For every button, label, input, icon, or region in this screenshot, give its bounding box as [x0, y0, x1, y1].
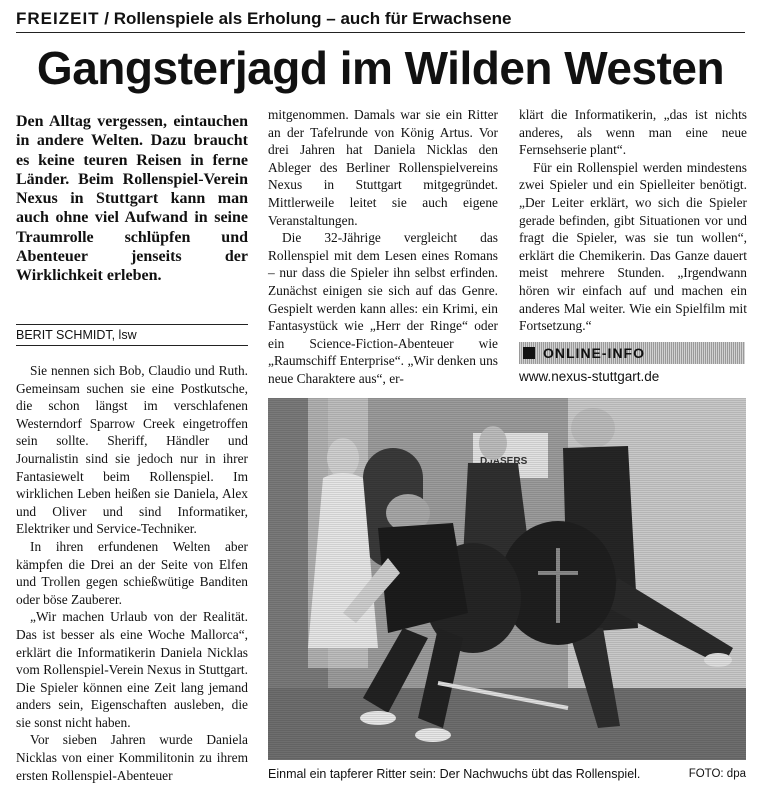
photo-illustration: [268, 398, 746, 760]
paragraph: klärt die Informatikerin, „das ist nichts anderes, als wenn man eine neue Fernsehserie plant“.: [519, 107, 747, 158]
article-column-2: [268, 106, 498, 388]
kicker-topic: / Rollenspiele als Erholung – auch für Erwachsene: [104, 9, 512, 28]
paragraph: In ihren erfundenen Welten aber kämpfen die Drei an der Seite von Elfen und Trollen gegen schießwütige Banditen oder böse Zauberer.: [16, 538, 248, 607]
online-info-box: [519, 342, 745, 364]
paragraph: mitgenommen. Damals war sie ein Ritter an der Tafelrunde von König Artus. Vor drei Jahren hat Daniela Nicklas den Ableger des Berliner Rollenspielvereins Nexus in Stuttgart mitgegründet. Mittlerweile leitet sie auch eigene Veranstaltungen.: [268, 107, 498, 228]
headline: Gangsterjagd im Wilden Westen: [36, 42, 725, 94]
paragraph: „Wir machen Urlaub von der Realität. Das ist besser als eine Woche Mallorca“, erklärt die Informatikerin Daniela Nicklas vom Rollenspiel-Verein Nexus in Stuttgart. Die Spieler können eine Zeit lang jemand anders sein, Eigenschaften ausleben, die sie sonst nicht haben.: [16, 609, 248, 730]
article-photo: [268, 398, 746, 760]
lead-paragraph: Den Alltag vergessen, eintauchen in andere Welten. Dazu braucht es keine teuren Reisen in ferne Länder. Beim Rollenspiel-Verein Nexus in Stuttgart kann man auch ohne viel Aufwand in seine Traumrolle schlüpfen und Abenteuer jenseits der Wirklichkeit erleben.: [16, 113, 248, 285]
paragraph: Die 32-Jährige vergleicht das Rollenspiel mit dem Lesen eines Romans – nur dass die Spieler ihn selbst erfinden. Zunächst einigen sie sich auf das Genre. Gespielt werden kann alles: ein Krimi, ein Fantasystück wie „Herr der Ringe“ oder ein Science-Fiction-Abenteuer wie „Raumschiff Enterprise“. „Wir denken uns neue Charaktere aus“, er-: [268, 230, 498, 386]
article-column-3: [519, 106, 747, 335]
paragraph: Für ein Rollenspiel werden mindestens zwei Spieler und ein Spielleiter benötigt. „Der Leiter erklärt, wo sich die Spieler gerade befinden, gibt Situationen vor und fragt die Spieler, was sie tun wollen“, erklärt die Chemikerin. Das Ganze dauert meist mehrere Stunden. „Irgendwann hören wir einfach auf und machen ein anderes Mal weiter. Wie ein Spielfilm mit Fortsetzung.“: [519, 159, 747, 334]
photo-credit: FOTO: dpa: [688, 768, 746, 780]
online-info-label: ONLINE-INFO: [543, 345, 645, 361]
byline: BERIT SCHMIDT, lsw: [16, 324, 248, 346]
paragraph: Sie nennen sich Bob, Claudio und Ruth. Gemeinsam suchen sie eine Postkutsche, die schon längst im verschlafenen Westerndorf Sparrow Creek eingetroffen sein sollte. Sheriff, Händler und Journalistin sind sie jedoch nur in ihrer Fantasiewelt beim Rollenspiel. Im wirklichen Leben heißen sie Daniela, Alex und Oliver und sind Informatiker, Elektriker und Service-Techniker.: [16, 363, 248, 537]
photo-caption: Einmal ein tapferer Ritter sein: Der Nachwuchs übt das Rollenspiel.: [268, 767, 641, 781]
paragraph: Vor sieben Jahren wurde Daniela Nicklas von einer Kommilitonin zu ihrem ersten Rollenspiel-Abenteuer: [16, 732, 248, 783]
kicker: [16, 8, 745, 33]
square-bullet-icon: [523, 347, 535, 359]
online-info-link[interactable]: www.nexus-stuttgart.de: [519, 369, 660, 384]
article-column-1: [16, 362, 248, 784]
section-label: FREIZEIT: [16, 9, 100, 28]
